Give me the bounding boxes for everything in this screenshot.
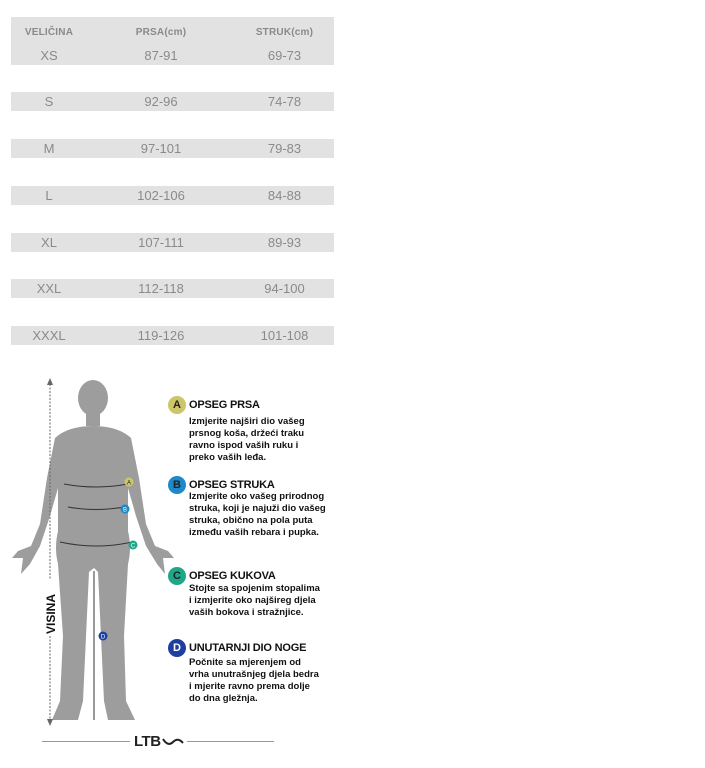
chest-cell: 97-101 (140, 141, 182, 156)
chest-header: PRSA(cm) (135, 27, 187, 38)
marker-c (129, 541, 138, 550)
arrow-down-icon (47, 719, 53, 726)
waist-cell: 94-100 (264, 281, 305, 296)
badge-b: B (168, 476, 186, 494)
chest-cell: 119-126 (137, 328, 185, 343)
size-cell: XL (41, 235, 57, 250)
legend-description: Izmjerite najširi dio vašeg prsnog koša, držeći traku ravno ispod vaših ruku i preko vaših leđa. (189, 416, 305, 463)
size-header: VELIČINA (24, 27, 74, 38)
divider (187, 741, 274, 742)
wave-icon (162, 736, 184, 748)
chest-cell: 92-96 (144, 94, 178, 109)
legend-description: Stojte sa spojenim stopalima i izmjerite oko najšireg djela vaših bokova i stražnjice. (189, 583, 320, 618)
table-row (11, 233, 334, 252)
waist-cell: 101-108 (260, 328, 309, 343)
table-row (11, 186, 334, 205)
waist-cell: 79-83 (267, 141, 302, 156)
height-label: VISINA (44, 593, 58, 634)
legend-title: OPSEG PRSA (189, 399, 260, 411)
badge-d: D (168, 639, 186, 657)
table-row (11, 279, 334, 298)
badge-c: C (168, 567, 186, 585)
size-cell: XXL (36, 281, 62, 296)
marker-b (121, 505, 130, 514)
legend-description: Izmjerite oko vašeg prirodnog struka, koji je najuži dio vašeg struka, obično na pola puta između vaših rebara i pupka. (189, 491, 326, 538)
human-silhouette (12, 380, 174, 720)
waist-cell: 74-78 (267, 94, 302, 109)
svg-text:B: B (122, 507, 128, 514)
waist-header: STRUK(cm) (255, 27, 314, 38)
marker-a (125, 478, 134, 487)
marker-d (99, 632, 108, 641)
footer (42, 732, 274, 752)
chest-cell: 87-91 (144, 48, 178, 63)
arrow-up-icon (47, 378, 53, 385)
size-cell: XXXL (32, 328, 66, 343)
brand-logo: LTB (134, 733, 161, 750)
chest-cell: 112-118 (138, 281, 184, 296)
legend-description: Počnite sa mjerenjem od vrha unutrašnjeg djela bedra i mjerite ravno prema dolje do dna gležnja. (189, 657, 319, 704)
body-measurement-figure (8, 376, 180, 728)
size-cell: S (44, 94, 54, 109)
legend-title: OPSEG STRUKA (189, 479, 275, 491)
badge-a: A (168, 396, 186, 414)
size-cell: XS (40, 48, 58, 63)
svg-text:D: D (100, 634, 106, 641)
waist-cell: 89-93 (267, 235, 302, 250)
size-cell: M (43, 141, 55, 156)
svg-text:A: A (126, 480, 132, 487)
size-cell: L (45, 188, 53, 203)
legend-title: OPSEG KUKOVA (189, 570, 276, 582)
svg-text:C: C (130, 543, 136, 550)
size-table-header (11, 17, 334, 65)
table-row (11, 139, 334, 158)
divider (42, 741, 130, 742)
legend-title: UNUTARNJI DIO NOGE (189, 642, 307, 654)
waist-cell: 69-73 (267, 48, 302, 63)
chest-cell: 102-106 (137, 188, 185, 203)
chest-cell: 107-111 (138, 235, 184, 250)
table-row (11, 326, 334, 345)
table-row (11, 92, 334, 111)
waist-cell: 84-88 (267, 188, 302, 203)
